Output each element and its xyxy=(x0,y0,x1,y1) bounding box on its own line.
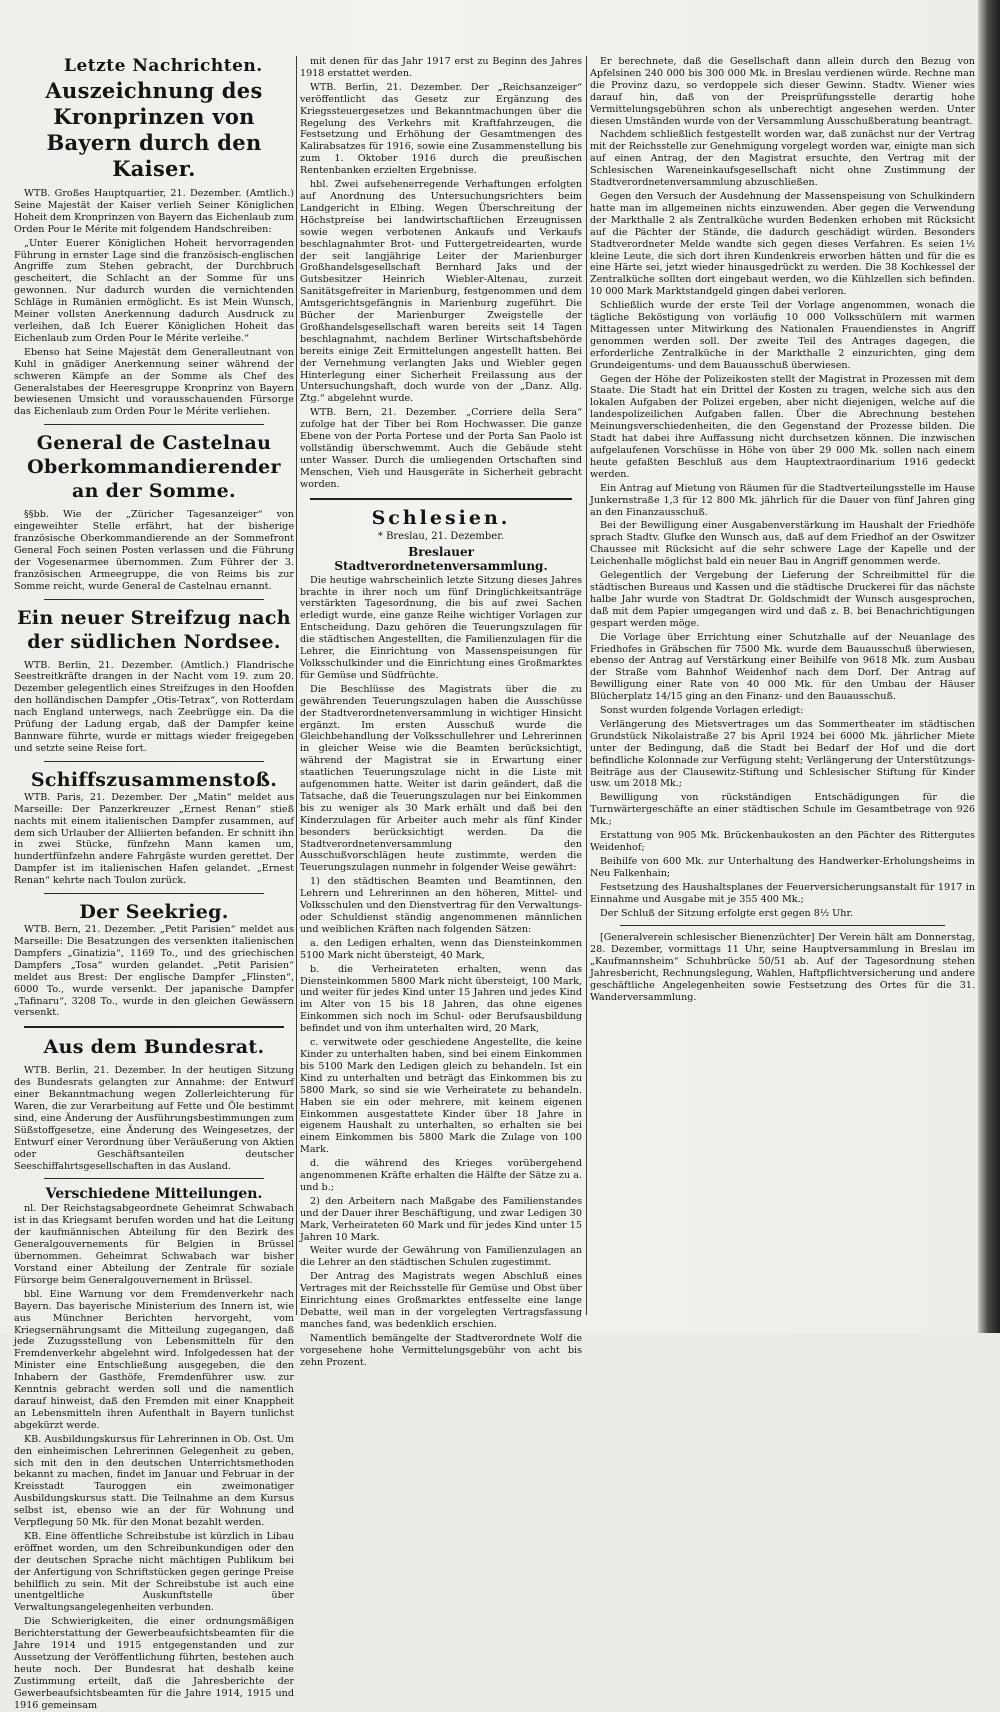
article-paragraph: a. den Ledigen erhalten, wenn das Diensteinkommen 5100 Mark nicht übersteigt, 40 Mark, xyxy=(300,937,582,961)
divider xyxy=(44,893,264,894)
article-paragraph: nl. Der Reichstagsabgeordnete Geheimrat Schwabach ist in das Kriegsamt berufen worden und hat die Leitung der kaufmännischen Abteilung für den Bezirk des Generalgouvernements für Belgien in Brüssel übernommen. Geheimrat Schwabach war bisher Vorstand einer Abteilung der Zentrale für soziale Fürsorge beim Generalgouvernement in Brüssel. xyxy=(14,1203,294,1286)
article-paragraph: Ein Antrag auf Mietung von Räumen für die Stadtverteilungsstelle im Hause Junkernstraße 1,3 für 12 800 Mk. jährlich für die Dauer von fünf Jahren ging an den Finanzausschuß. xyxy=(590,482,975,518)
article-paragraph: b. die Verheirateten erhalten, wenn das Diensteinkommen 5800 Mark nicht übersteigt, 100 Mark, und weiter für jedes Kind unter 15 Jahren und jedes Kind im Alter von 15 bis 18 Jahren, das ohne eigenes Einkommen sich noch im Schul- oder Berufsausbildung befindet und von ihm unterhalten wird, 20 Mark, xyxy=(300,963,582,1035)
divider xyxy=(310,498,572,500)
article-paragraph: WTB. Bern, 21. Dezember. „Petit Parisien“ meldet aus Marseille: Die Besatzungen des versenkten italienischen Dampfers „Ginatizia“, 1169 To., und des griechischen Dampfers „Tosa“ wurden gelandet. „Petit Parisien“ meldet aus Brest: Der englische Dampfer „Flinsten“, 6000 To., wurde versenkt. Der japanische Dampfer „Tafinaru“, 3208 To., wurde in den gleichen Gewässern versenkt. xyxy=(14,924,294,1019)
article-paragraph: Namentlich bemängelte der Stadtverordnete Wolf die vorgesehene hohe Vermittelungsgebühr von acht bis zehn Prozent. xyxy=(300,1332,582,1368)
column-rule xyxy=(296,56,297,1315)
article-paragraph: bbl. Eine Warnung vor dem Fremdenverkehr nach Bayern. Das bayerische Ministerium des Innern ist, wie aus Münchner Berichten hervorgeht, vom Kriegsernährungsamt die Mitteilung zugegangen, daß jede Zuzugsstellung von Lebensmitteln für den Fremdenverkehr abgelehnt wird. Infolgedessen hat der Minister eine Entschließung ausgegeben, die den Inhabern der Gasthöfe, Fremdenführer usw. zur Kenntnis gebracht werden soll und die namentlich darauf hinweist, daß den Fremden mit einer Knappheit an Lebensmitteln ihren Aufenthalt in Bayern tunlichst abgekürzt werde. xyxy=(14,1288,294,1431)
column-1 xyxy=(14,52,294,1711)
article-paragraph: Die Vorlage über Errichtung einer Schutzhalle auf der Neuanlage des Friedhofes in Gräbschen für 7500 Mk. wurde dem Bauausschuß überwiesen, ebenso der Antrag auf Verstärkung einer Beihilfe von 9618 Mk. zum Ausbau der Straße vom Bahnhof Weidenhof nach dem Dorf. Der Antrag auf Bewilligung einer Rate von 40 000 Mk. für den Umbau der Häuser Blücherplatz 14/15 ging an den Finanz- und den Bauausschuß. xyxy=(590,631,975,703)
headline: Verschiedene Mitteilungen. xyxy=(45,1186,263,1203)
article-paragraph: KB. Ausbildungskursus für Lehrerinnen in Ob. Ost. Um den einheimischen Lehrerinnen Gelegenheit zu geben, sich mit den in den deutschen Unterrichtsmethoden bekannt zu machen, findet im Januar und Februar in der Kreisstadt Tauroggen ein zweimonatiger Ausbildungskursus statt. Die Teilnahme an dem Kursus selbst ist, ebenso wie an der für Wohnung und Verpflegung 50 Mk. für den Monat bezahlt werden. xyxy=(14,1433,294,1529)
divider xyxy=(620,925,945,926)
subheadline: Breslauer Stadtverordnetenversammlung. xyxy=(334,544,548,573)
article-paragraph: WTB. Berlin, 21. Dezember. In der heutigen Sitzung des Bundesrats gelangten zur Annahme: der Entwurf einer Bekanntmachung wegen Zollerleichterung für Waren, die zur Verarbeitung auf Fette und Öle bestimmt sind, eine Änderung der Ausführungsbestimmungen zum Süßstoffgesetze, eine Änderung des Weingesetzes, der Entwurf einer Verordnung über Veräußerung von Aktien oder Geschäftsanteilen deutscher Seeschiffahrtsgesellschaften in das Ausland. xyxy=(14,1065,294,1172)
article-paragraph: Der Schluß der Sitzung erfolgte erst gegen 8½ Uhr. xyxy=(600,907,854,919)
article-paragraph: [Generalverein schlesischer Bienenzüchter] Der Verein hält am Donnerstag, 28. Dezember, vormittags 11 Uhr, seine Hauptversammlung in Breslau im „Kaufmannsheim“ Schuhbrücke 50/51 ab. Auf der Tagesordnung stehen Jahresbericht, Rechnungslegung, Wahlen, Haftpflichtversicherung und andere geschäftliche Angelegenheiten sowie Festsetzung des Ortes für die 31. Wanderversammlung. xyxy=(590,932,975,1003)
column-3 xyxy=(590,56,975,1319)
article-paragraph: Sonst wurden folgende Vorlagen erledigt: xyxy=(600,705,804,717)
article-paragraph: hbl. Zwei aufsehenerregende Verhaftungen erfolgten auf Anordnung des Untersuchungsrichters beim Landgericht in Elbing. Wegen Überschreitung der Höchstpreise bei landwirtschaftlichen Erzeugnissen sowie wegen verbotenen Ankaufs und Verkaufs beschlagnahmter Brot- und Futtergetreidearten, wurde der seit langjährige Leiter der Marienburger Großhandelsgesellschaft Bernhard Jaks und der Gutsbesitzer Heinrich Wiebler-Altenau, zurzeit Sanitätsgefreiter in Marienburg, festgenommen und dem Amtsgerichtsgefängnis in Marienburg zugeführt. Die Bücher der Marienburger Zweigstelle der Großhandelsgesellschaft waren bereits seit 14 Tagen beschlagnahmt, nachdem Berliner Wirtschaftsbehörde bereits einige Zeit Ermittelungen angestellt hatten. Bei der Vernehmung verlangten Jaks und Wiebler gegen Hinterlegung einer Sicherheit Freilassung aus der Untersuchungshaft, doch wurde von der „Danz. Allg. Ztg.“ abgelehnt wurde. xyxy=(300,179,582,405)
article-paragraph: §§bb. Wie der „Züricher Tagesanzeiger“ von eingeweihter Stelle erfährt, hat der bisherige französische Oberkommandierende an der Sommefront General Foch seinen Posten verlassen und die Führung der Vogesenarmee übernommen. Zum Führer der 3. französischen Armeegruppe, die von Reims bis zur Somme reicht, wurde General de Castelnau ernannt. xyxy=(14,509,294,592)
article-paragraph: Bewilligung von rückständigen Entschädigungen für die Turnwärtergeschäfte an einer städtischen Schule im Gesamtbetrage von 926 Mk.; xyxy=(590,792,975,828)
article-paragraph: Die heutige wahrscheinlich letzte Sitzung dieses Jahres brachte in ihrer noch um fünf Dringlichkeitsanträge verstärkten Tagesordnung, die bis auf zwei Sachen erledigt wurde, eine ganze Reihe wichtiger Vorlagen zur Entscheidung. Dazu gehören die Teuerungszulagen für die städtischen Angestellten, die Familienzulagen für die Lehrer, die Einrichtung von Massenspeisungen für Volksschulkinder und die Einrichtung eines Großmarktes für Gemüse und Südfrüchte. xyxy=(300,574,582,681)
article-paragraph: KB. Eine öffentliche Schreibstube ist kürzlich in Libau eröffnet worden, um den Schreibunkundigen oder den der deutschen Sprache nicht mächtigen Publikum bei der Anfertigung von Schriftstücken gegen geringe Preise behilflich zu sein. Mit der Schreibstube ist auch eine unentgeltliche Auskunftstelle über Verwaltungsangelegenheiten verbunden. xyxy=(14,1530,294,1614)
column-rule xyxy=(586,56,587,1315)
section-kicker: Letzte Nachrichten. xyxy=(64,56,263,76)
article-paragraph: Gegen der Höhe der Polizeikosten stellt der Magistrat in Prozessen mit dem Staate. Die Stadt hat ein Drittel der Kosten zu tragen, welche sich aus den lokalen Aufgaben der Polizei ergeben, aber nicht diejenigen, welche auf die landespolizeilichen Aufgaben fallen. Über die Abrechnung bestehen Meinungsverschiedenheiten, die den Gegenstand der Prozesse bilden. Die Stadt hat dabei ihre Auffassung nicht durchsetzen können. Die inzwischen aufgelaufenen Vorschüsse in Höhe von über 29 000 Mk. sollen nach einem heute gefaßten Beschluß aus dem Hauptextraordinarium 1916 gedeckt werden. xyxy=(590,373,975,480)
article-paragraph: 1) den städtischen Beamten und Beamtinnen, den Lehrern und Lehrerinnen an den höheren, Mittel- und Volksschulen und den Dienstvertrag für den Verwaltungs- oder Schuldienst ständig angenommenen männlichen und weiblichen Kräften nach folgenden Sätzen: xyxy=(300,876,582,935)
article-paragraph: Gegen den Versuch der Ausdehnung der Massenspeisung von Schulkindern hatte man im allgemeinen nichts einzuwenden. Aber gegen die Verwendung der Markthalle 2 als Zentralküche wurden Bedenken erhoben mit Rücksicht auf die Pächter der Stände, die dadurch geschädigt würden. Besonders Stadtverordneter Melde wandte sich gegen dieses Verfahren. Es seien 1½ kleine Leute, die sich dort ihren Kundenkreis erworben hätten und für die es eine Härte sei, jetzt wieder hinausgedrückt zu werden. Die 38 Kochkessel der Zentralküche sollten dort eingebaut werden, wo die Kühlzellen sich befinden. 10 000 Mark Marktstandgeld gingen dabei verloren. xyxy=(590,190,975,298)
article-paragraph: Der Antrag des Magistrats wegen Abschluß eines Vertrages mit der Reichsstelle für Gemüse und Obst über Einrichtung eines Großmarktes entfesselte eine lange Debatte, weil man in der vorgelegten Vertragsfassung manches fand, was bedenklich erschien. xyxy=(300,1271,582,1330)
dateline: * Breslau, 21. Dezember. xyxy=(377,530,505,542)
article-paragraph: WTB. Großes Hauptquartier, 21. Dezember. (Amtlich.) Seine Majestät der Kaiser verlieh Seiner Königlichen Hoheit dem Kronprinzen von Bayern das Eichenlaub zum Orden Pour le Mérite mit folgendem Handschreiben: xyxy=(14,188,294,235)
article-paragraph: Gelegentlich der Vergebung der Lieferung der Schreibmittel für die städtischen Bureaus und Kassen und die städtische Druckerei für das nächste halbe Jahr wurde von Stadtrat Dr. Goldschmidt der Wunsch ausgesprochen, daß mit dem Papier umgegangen wird und daß z. B. bei Benachrichtigungen gespart werden möge. xyxy=(590,570,975,629)
article-paragraph: d. die während des Krieges vorübergehend angenommenen Kräfte erhalten die Hälfte der Sätze zu a. und b.; xyxy=(300,1158,582,1193)
headline: Schiffszusammenstoß. xyxy=(30,768,278,791)
article-paragraph: WTB. Paris, 21. Dezember. Der „Matin“ meldet aus Marseille: Der Panzerkreuzer „Ernest Renan“ stieß nachts mit einem italienischen Dampfer zusammen, auf dem sich Urlauber der Alliierten befanden. Er schnitt ihn in zwei Stücke, fünfzehn Mann kamen um, hundertfünfzehn andere Fahrgäste wurden gerettet. Der Dampfer ist im italienischen Hafen gelandet. „Ernest Renan“ kehrte nach Toulon zurück. xyxy=(14,791,294,887)
article-paragraph: Die Schwierigkeiten, die einer ordnungsmäßigen Berichterstattung der Gewerbeaufsichtsbeamten für die Jahre 1914 und 1915 entgegenstanden und zur Aussetzung der Veröffentlichung führten, bestehen auch heute noch. Der Bundesrat hat deshalb keine Zustimmung erteilt, daß die Jahresberichte der Gewerbeaufsichtsbeamten für die Jahre 1914, 1915 und 1916 gemeinsam xyxy=(14,1616,294,1711)
headline: Auszeichnung des Kronprinzen von Bayern durch den Kaiser. xyxy=(45,78,263,181)
article-paragraph: mit denen für das Jahr 1917 erst zu Beginn des Jahres 1918 erstattet werden. xyxy=(300,56,582,79)
section-title: Schlesien. xyxy=(371,506,511,529)
divider xyxy=(44,599,264,600)
divider xyxy=(44,761,264,762)
headline: Der Seekrieg. xyxy=(79,901,229,924)
article-paragraph: „Unter Euerer Königlichen Hoheit hervorragenden Führung in ernster Lage sind die französisch-englischen Angriffe zum Stehen gebracht, der Durchbruch gescheitert, die Schlacht an der Somme für uns gewonnen. Nur dadurch wurden die vernichtenden Schläge in Rumänien ermöglicht. Es ist Mein Wunsch, Meiner vollsten Anerkennung dadurch Ausdruck zu verleihen, daß Ich Euerer Königlichen Hoheit das Eichenlaub zum Orden Pour le Mérite verleihe.“ xyxy=(14,237,294,344)
article-paragraph: Die Beschlüsse des Magistrats über die zu gewährenden Teuerungszulagen haben die Ausschüsse der Stadtverordnetenversammlung in wichtiger Hinsicht ergänzt. Im ersten Ausschuß wurde die Gleichbehandlung der Volksschullehrer und Lehrerinnen in gleicher Weise wie die Beamten berücksichtigt, während der Magistrat sie in Erwartung einer staatlichen Teuerungszulage nicht in die Liste mit aufgenommen hatte. Weiter ist darin geändert, daß die Tatsache, daß die Teuerungszulagen nur bei Einkommen bis zu weniger als 30 Mark erhält und daß bei den Kinderzulagen für Arbeiter auch mehr als fünf Kinder besonders berücksichtigt werden. Da die Stadtverordnetenversammlung den Ausschußvorschlägen heute zustimmte, werden die Teuerungszulagen nunmehr in folgender Weise gewährt: xyxy=(300,683,582,874)
article-paragraph: Ebenso hat Seine Majestät dem Generalleutnant von Kuhl in gnädiger Anerkennung seiner während der schweren Kämpfe an der Somme als Chef des Generalstabes der Heeresgruppe Kronprinz von Bayern bewiesenen Umsicht und vorausschauenden Fürsorge das Eichenlaub zum Orden Pour le Mérite verliehen. xyxy=(14,346,294,418)
headline: General de Castelnau Oberkommandierender an der Somme. xyxy=(27,432,281,503)
article-paragraph: WTB. Berlin, 21. Dezember. Der „Reichsanzeiger“ veröffentlicht das Gesetz zur Ergänzung des Kriegssteuergesetzes und Bekanntmachungen über die Regelung des Verkehrs mit Kraftfahrzeugen, die Festsetzung und Erhöhung der Gesamtmengen des Kalirabsatzes für 1916, sowie eine Zusammenstellung bis zum 1. Oktober 1916 durch die preußischen Rentenbanken erzielten Ergebnisse. xyxy=(300,81,582,177)
article-paragraph: Beihilfe von 600 Mk. zur Unterhaltung des Handwerker-Erholungsheims in Neu Falkenhain; xyxy=(590,855,975,879)
divider xyxy=(24,1026,284,1028)
column-2 xyxy=(300,56,582,1368)
article-paragraph: Festsetzung des Haushaltsplanes der Feuerversicherungsanstalt für 1917 in Einnahme und Ausgabe mit je 355 400 Mk.; xyxy=(590,881,975,905)
article-paragraph: Erstattung von 905 Mk. Brückenbaukosten an den Pächter des Rittergutes Weidenhof; xyxy=(590,830,975,853)
article-paragraph: 2) den Arbeitern nach Maßgabe des Familienstandes und der Dauer ihrer Beschäftigung, und zwar Ledigen 30 Mark, Verheirateten 60 Mark und für jedes Kind unter 15 Jahren 10 Mark. xyxy=(300,1195,582,1243)
divider xyxy=(44,424,264,425)
article-paragraph: Nachdem schließlich festgestellt worden war, daß zunächst nur der Vertrag mit der Reichsstelle zur Genehmigung vorgelegt worden war, einigte man sich auf einen Antrag, der den Magistrat ersuchte, den Vertrag mit der Schlesischen Wareneinkaufsgesellschaft nicht ohne Zustimmung der Stadtverordnetenversammlung abzuschließen. xyxy=(590,129,975,189)
article-paragraph: Er berechnete, daß die Gesellschaft dann allein durch den Bezug von Apfelsinen 240 000 bis 300 000 Mk. in Breslau verdienen würde. Rechne man die Provinz dazu, so verdoppele sich dieser Gewinn. Stadtv. Wiener wies darauf hin, daß von der Preisprüfungsstelle derartig hohe Vermittelungsgebühren schon als unberechtigt angesehen werden. Unter diesen Umständen wurde von der Versammlung Ausschußberatung beantragt. xyxy=(590,56,975,127)
article-paragraph: Verlängerung des Mietsvertrages um das Sommertheater im städtischen Grundstück Nikolaistraße 27 bis April 1924 bei 6000 Mk. jährlicher Miete unter der Bedingung, daß die Stadt bei Bedarf der Hof und die dort befindliche Kolonnade zur Verfügung steht; Verlängerung der Unterstützungs-Beiträge aus der Clausewitz-Stiftung und Schlesischer Stiftung für Kinder usw. um 2018 Mk.; xyxy=(590,718,975,790)
divider xyxy=(44,1178,264,1179)
headline: Aus dem Bundesrat. xyxy=(43,1036,265,1059)
article-paragraph: Schließlich wurde der erste Teil der Vorlage angenommen, wonach die tägliche Beköstigung von vorläufig 10 000 Volksschülern mit warmen Mittagessen unter Mitwirkung des Nationalen Frauendienstes in Angriff genommen werden soll. Der zweite Teil des Antrages dagegen, die erforderliche Zentralküche in der Markthalle 2 einzurichten, ging dem Grundeigentums- und dem Bauausschuß überwiesen. xyxy=(590,300,975,371)
article-paragraph: WTB. Bern, 21. Dezember. „Corriere della Sera“ zufolge hat der Tiber bei Rom Hochwasser. Die ganze Ebene von der Porta Portese und der Porta San Paolo ist vollständig überschwemmt. Auch die Gebäude steht unter Wasser. Durch die umliegenden Ortschaften sind Menschen, Vieh und Hausgeräte in Sicherheit gebracht worden. xyxy=(300,407,582,490)
page-edge-shadow xyxy=(978,0,1000,1333)
headline: Ein neuer Streifzug nach der südlichen Nordsee. xyxy=(17,606,291,653)
article-paragraph: WTB. Berlin, 21. Dezember. (Amtlich.) Flandrische Seestreitkräfte drangen in der Nacht vom 19. zum 20. Dezember gelegentlich eines Streifzuges in den Hoofden den holländischen Dampfer „Otis-Tetrax“, von Rotterdam nach England unterwegs, nach Zeebrügge ein. Da die Prüfung der Ladung ergab, daß der Dampfer keine Bannware führte, wurde er mittags wieder freigegeben und setzte seine Reise fort. xyxy=(14,659,294,754)
article-paragraph: c. verwitwete oder geschiedene Angestellte, die keine Kinder zu unterhalten haben, sind bei einem Einkommen bis 5100 Mark den Ledigen gleich zu behandeln. Ist ein Kind zu unterhalten und beträgt das Einkommen bis zu 5800 Mark, so sind sie wie Verheiratete zu behandeln. Haben sie ein oder mehrere, mit keinem eigenen Einkommen ausgestattete Kinder über 18 Jahre in eigenem Haushalt zu unterhalten, so erhalten sie bei einem Einkommen bis 5800 Mark die Zulage von 100 Mark. xyxy=(300,1037,582,1156)
article-paragraph: Bei der Bewilligung einer Ausgabenverstärkung im Haushalt der Friedhöfe sprach Stadtv. Glufke den Wunsch aus, daß auf dem Friedhof an der Oswitzer Chaussee mit Rücksicht auf die sehr schwere Lage der Kapelle und der Leichenhalle möglichst bald ein neuer Bau in Angriff genommen werde. xyxy=(590,520,975,568)
article-paragraph: Weiter wurde der Gewährung von Familienzulagen an die Lehrer an den städtischen Schulen zugestimmt. xyxy=(300,1245,582,1269)
